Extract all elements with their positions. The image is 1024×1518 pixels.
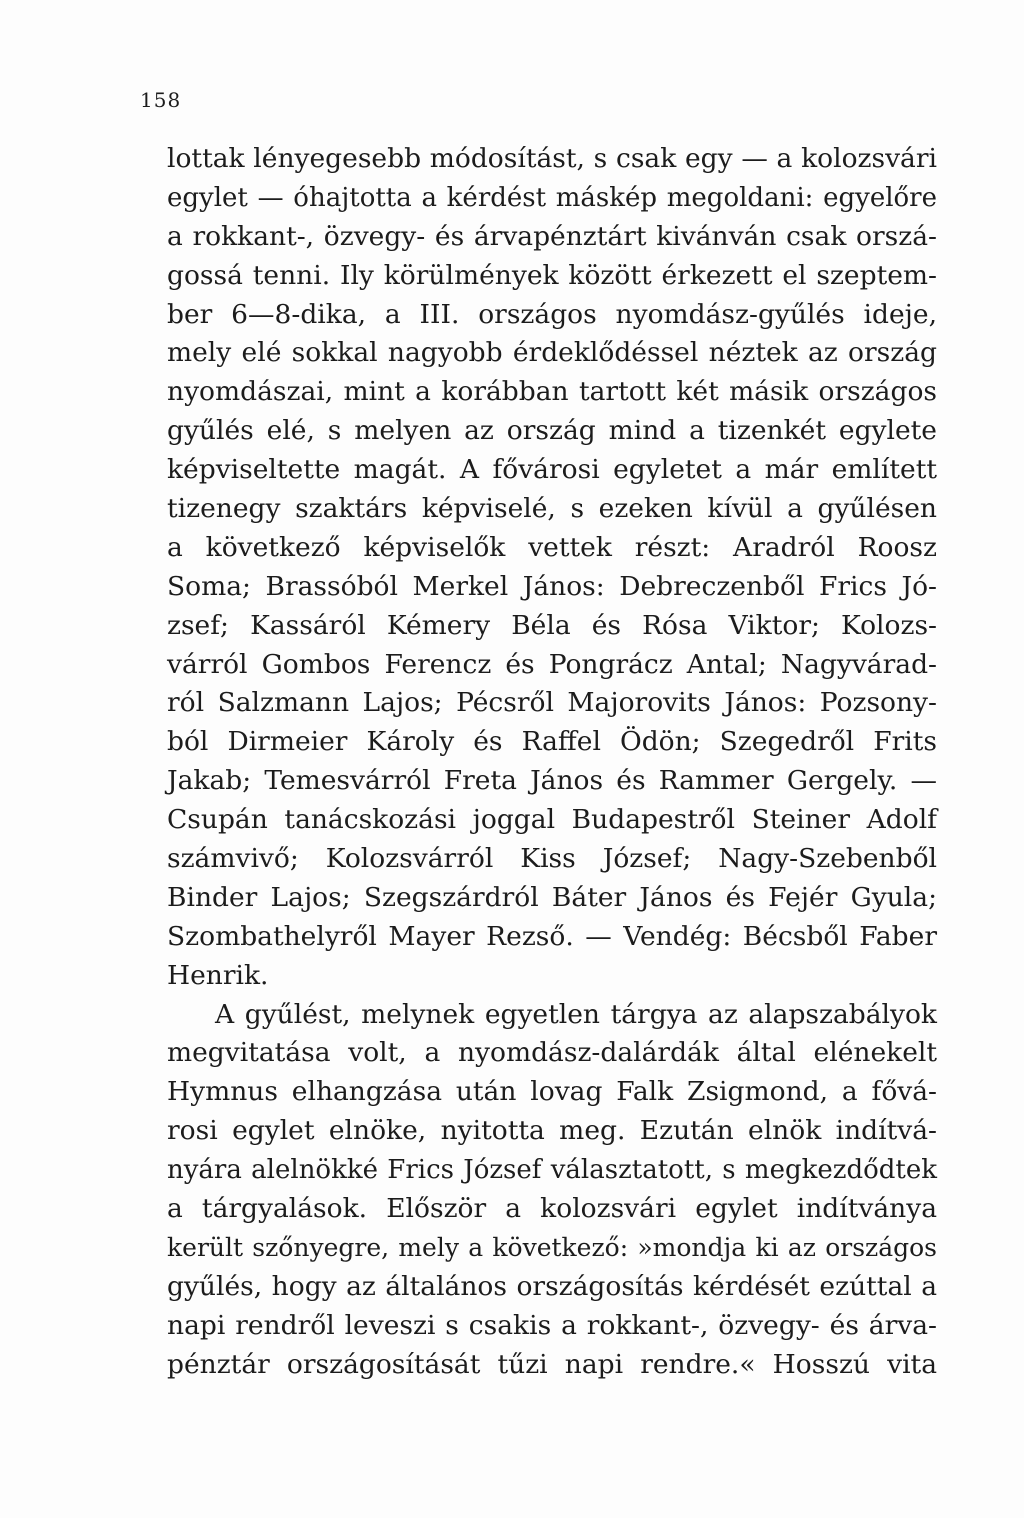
- text-line: ból Dirmeier Károly és Raffel Ödön; Szegedről Frits: [167, 726, 937, 758]
- text-line: napi rendről leveszi s csakis a rokkant-, özvegy- és árva-: [167, 1309, 937, 1341]
- text-line: pénztár országosítását tűzi napi rendre.« Hosszú vita: [167, 1348, 937, 1380]
- text-line: Csupán tanácskozási joggal Budapestről Steiner Adolf: [167, 804, 937, 836]
- text-line: képviseltette magát. A fővárosi egyletet a már említett: [167, 454, 937, 486]
- text-line: a rokkant-, özvegy- és árvapénztárt kivánván csak orszá-: [167, 220, 937, 252]
- text-line: Jakab; Temesvárról Freta János és Rammer Gergely. —: [167, 765, 937, 797]
- text-line: várról Gombos Ferencz és Pongrácz Antal; Nagyvárad-: [167, 648, 937, 680]
- text-line: gyűlés elé, s melyen az ország mind a tizenkét egylete: [167, 415, 937, 447]
- text-line: a következő képviselők vettek részt: Aradról Roosz: [167, 531, 937, 563]
- text-line: a tárgyalások. Először a kolozsvári egylet indítványa: [167, 1193, 937, 1225]
- text-line: nyomdászai, mint a korábban tartott két másik országos: [167, 376, 937, 408]
- text-line: Hymnus elhangzása után lovag Falk Zsigmond, a fővá-: [167, 1076, 937, 1108]
- text-line: egylet — óhajtotta a kérdést máskép megoldani: egyelőre: [167, 182, 937, 213]
- text-line: mely elé sokkal nagyobb érdeklődéssel néztek az ország: [167, 337, 937, 369]
- text-line: Binder Lajos; Szegszárdról Báter János és Fejér Gyula;: [167, 881, 937, 913]
- text-line: rosi egylet elnöke, nyitotta meg. Ezután elnök indítvá-: [167, 1115, 937, 1147]
- text-line: gyűlés, hogy az általános országosítás kérdését ezúttal a: [167, 1270, 937, 1302]
- text-line: ról Salzmann Lajos; Pécsről Majorovits János: Pozsony-: [167, 687, 937, 719]
- text-line: ber 6—8-dika, a III. országos nyomdász-gyűlés ideje,: [167, 298, 937, 330]
- text-line: gossá tenni. Ily körülmények között érkezett el szeptem-: [167, 259, 937, 291]
- page-number: 158: [140, 88, 182, 112]
- text-line: megvitatása volt, a nyomdász-dalárdák által elénekelt: [167, 1037, 937, 1069]
- text-line: nyára alelnökké Frics József választatott, s megkezdődtek: [167, 1155, 937, 1186]
- text-line: Soma; Brassóból Merkel János: Debreczenből Frics Jó-: [167, 570, 937, 602]
- text-line: Szombathelyről Mayer Rezső. — Vendég: Bécsből Faber: [167, 920, 937, 952]
- body-text: [167, 140, 937, 1385]
- text-line: A gyűlést, melynek egyetlen tárgya az alapszabályok: [215, 998, 937, 1030]
- text-line: Henrik.: [167, 959, 269, 991]
- text-line: tizenegy szaktárs képviselé, s ezeken kívül a gyűlésen: [167, 493, 937, 525]
- text-line: került szőnyegre, mely a következő: »mondja ki az országos: [167, 1232, 937, 1262]
- text-line: zsef; Kassáról Kémery Béla és Rósa Viktor; Kolozs-: [167, 609, 937, 641]
- text-line: számvivő; Kolozsvárról Kiss József; Nagy-Szebenből: [167, 843, 937, 875]
- text-line: lottak lényegesebb módosítást, s csak egy — a kolozsvári: [167, 143, 937, 174]
